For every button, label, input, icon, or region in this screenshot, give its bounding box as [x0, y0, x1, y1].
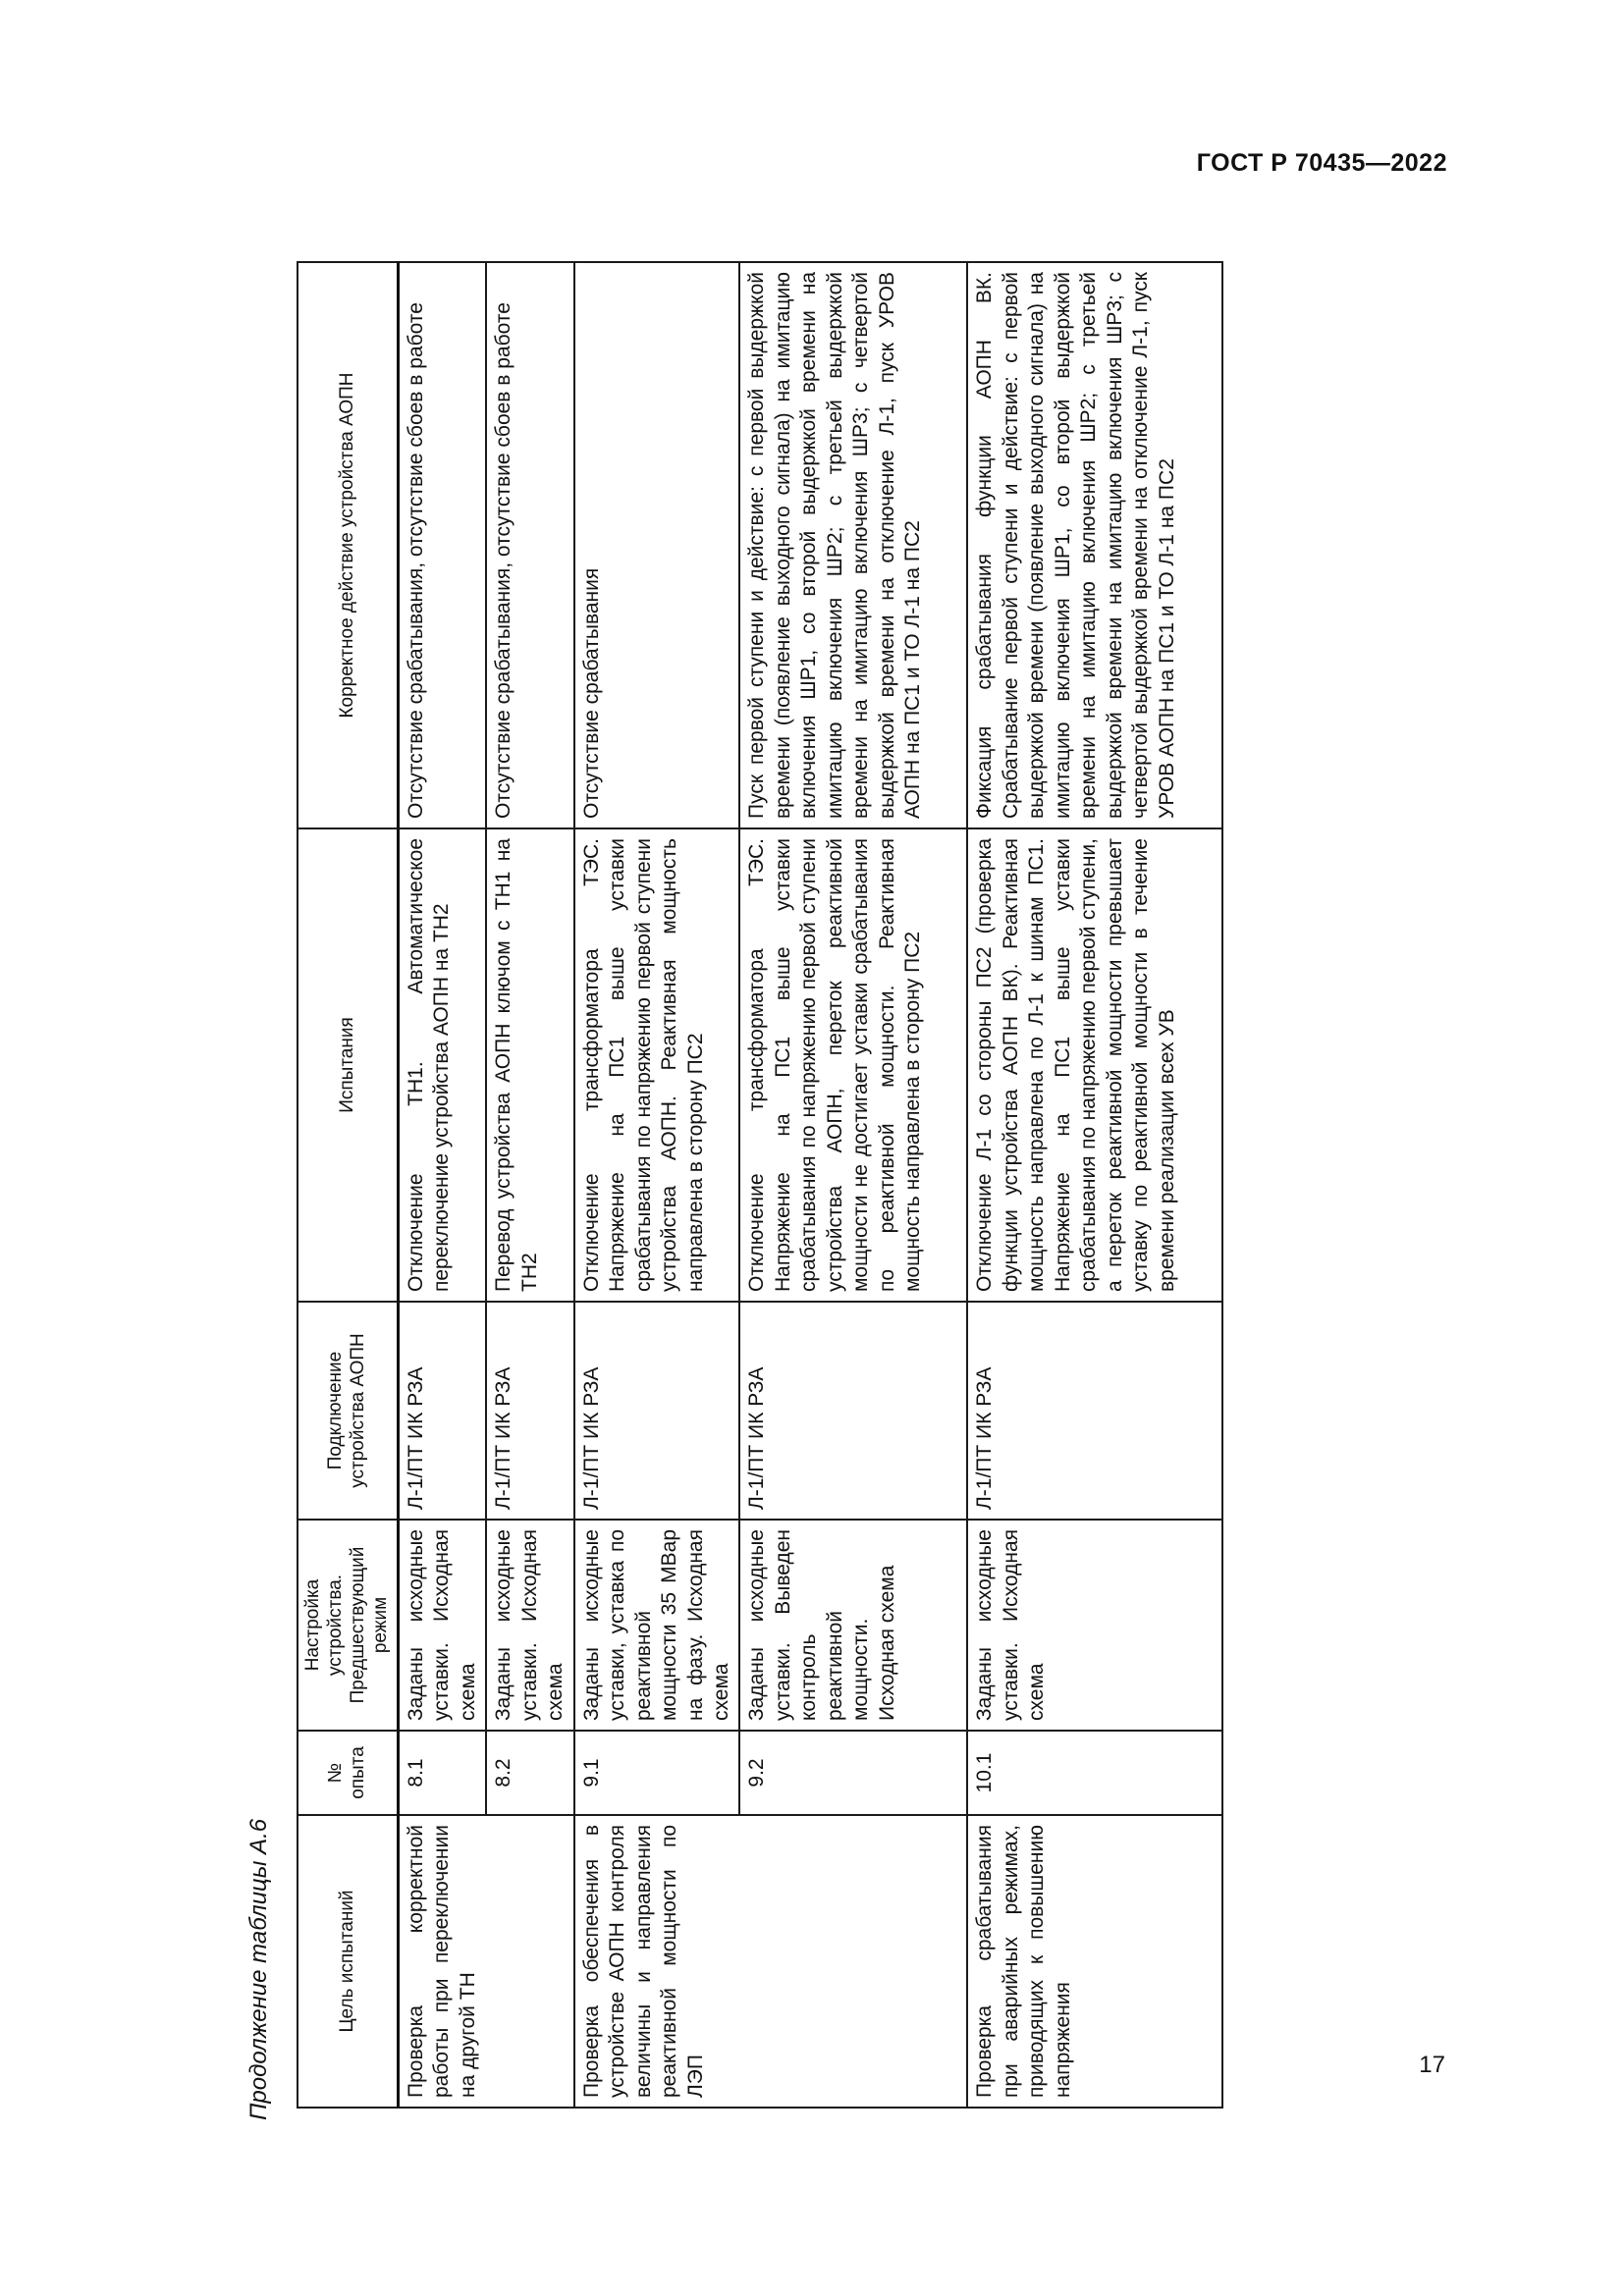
cell-goal: Проверка обеспечения в устройстве АОПН контроля величины и направления реактивной мощности по ЛЭП	[574, 1815, 968, 2108]
cell-setup: Заданы исходные уставки. Выведен контроль реактивной мощности. Исходная схема	[739, 1520, 967, 1731]
cell-number: 9.1	[574, 1731, 740, 1815]
rotated-table-area	[245, 236, 1453, 2120]
column-header-action: Корректное действие устройства АОПН	[298, 262, 399, 828]
cell-setup: Заданы исходные уставки. Исходная схема	[399, 1520, 487, 1731]
cell-test: Отключение Л-1 со стороны ПС2 (проверка функции устройства АОПН ВК). Реактивная мощность направлена по Л-1 к шинам ПС1. Напряжение на ПС1 выше уставки срабатывания по напряжению первой ступени, а переток реактивной мощности превышает уставку по реактивной мощности в течение времени реализации всех УВ	[967, 828, 1222, 1302]
cell-action: Фиксация срабатывания функции АОПН ВК. Срабатывание первой ступени и действие: с первой выдержкой времени (появление выходного сигнала) на имитацию включения ШР1, со второй выдержкой времени на имитацию включения ШР2; с третьей выдержкой времени на имитацию включения ШР3; с четвертой выдержкой времени на отключение Л-1, пуск УРОВ АОПН на ПС1 и ТО Л-1 на ПС2	[967, 262, 1222, 828]
cell-action: Отсутствие срабатывания, отсутствие сбоев в работе	[486, 262, 573, 828]
table-row	[967, 262, 1222, 2108]
cell-test: Перевод устройства АОПН ключом с ТН1 на ТН2	[486, 828, 573, 1302]
cell-connection: Л-1/ПТ ИК РЗА	[967, 1302, 1222, 1520]
cell-number: 10.1	[967, 1731, 1222, 1815]
cell-test: Отключение ТН1. Автоматическое переключение устройства АОПН на ТН2	[399, 828, 487, 1302]
column-header-number: № опыта	[298, 1731, 399, 1815]
cell-action: Пуск первой ступени и действие: с первой выдержкой времени (появление выходного сигнала) на имитацию включения ШР1, со второй выдержкой времени на имитацию включения ШР2; с третьей выдержкой времени на имитацию включения ШР3; с четвертой выдержкой времени на отключение Л-1, пуск УРОВ АОПН на ПС1 и ТО Л-1 на ПС2	[739, 262, 967, 828]
cell-connection: Л-1/ПТ ИК РЗА	[486, 1302, 573, 1520]
cell-setup: Заданы исходные уставки, уставка по реактивной мощности 35 МВар на фазу. Исходная схема	[574, 1520, 740, 1731]
cell-number: 8.1	[399, 1731, 487, 1815]
cell-setup: Заданы исходные уставки. Исходная схема	[967, 1520, 1222, 1731]
column-header-test: Испытания	[298, 828, 399, 1302]
column-header-goal: Цель испытаний	[298, 1815, 399, 2108]
cell-setup: Заданы исходные уставки. Исходная схема	[486, 1520, 573, 1731]
cell-connection: Л-1/ПТ ИК РЗА	[399, 1302, 487, 1520]
table-caption: Продолжение таблицы А.6	[245, 1818, 272, 2120]
cell-number: 9.2	[739, 1731, 967, 1815]
cell-goal: Проверка срабатывания при аварийных режимах, приводящих к повышению напряжения	[967, 1815, 1222, 2108]
cell-test: Отключение трансформатора ТЭС. Напряжение на ПС1 выше уставки срабатывания по напряжению первой ступени устройства АОПН. Реактивная мощность направлена в сторону ПС2	[574, 828, 740, 1302]
column-header-setup: Настройка устройства. Предшествующий режим	[298, 1520, 399, 1731]
test-table	[297, 261, 1223, 2109]
cell-action: Отсутствие срабатывания, отсутствие сбоев в работе	[399, 262, 487, 828]
cell-connection: Л-1/ПТ ИК РЗА	[574, 1302, 740, 1520]
cell-test: Отключение трансформатора ТЭС. Напряжение на ПС1 выше уставки срабатывания по напряжению первой ступени устройства АОПН, переток реактивной мощности не достигает уставки срабатывания по реактивной мощности. Реактивная мощность направлена в сторону ПС2	[739, 828, 967, 1302]
table-row	[574, 262, 740, 2108]
cell-goal: Проверка корректной работы при переключении на другой ТН	[399, 1815, 574, 2108]
cell-number: 8.2	[486, 1731, 573, 1815]
document-standard-header: ГОСТ Р 70435—2022	[1196, 149, 1447, 177]
cell-action: Отсутствие срабатывания	[574, 262, 740, 828]
cell-connection: Л-1/ПТ ИК РЗА	[739, 1302, 967, 1520]
page-number: 17	[1419, 2052, 1445, 2078]
table-row	[399, 262, 487, 2108]
table-header-row	[298, 262, 399, 2108]
column-header-connection: Подключение устройства АОПН	[298, 1302, 399, 1520]
